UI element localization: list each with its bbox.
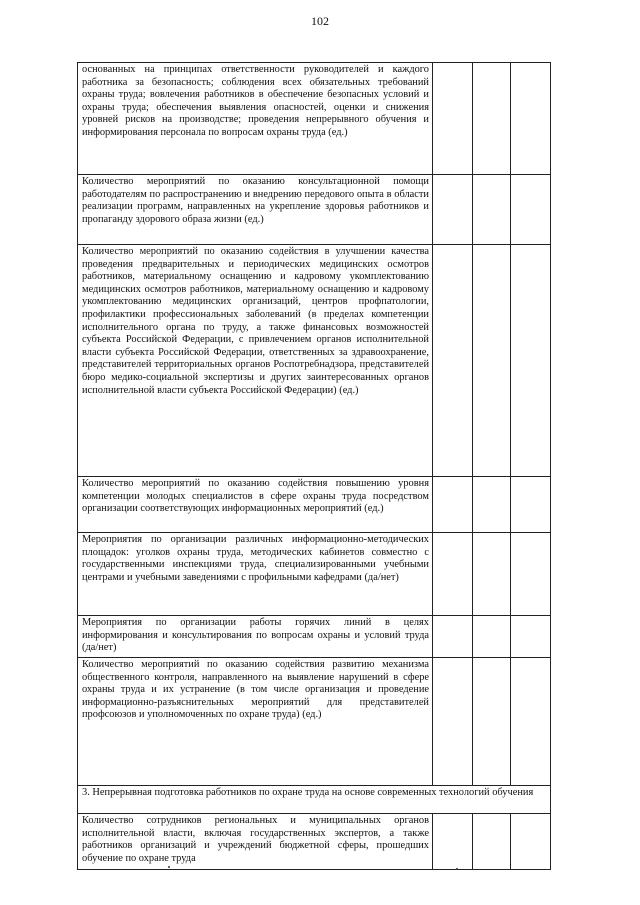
section-row (78, 786, 551, 814)
value-cell (433, 245, 473, 477)
scan-speck (168, 866, 170, 868)
value-cell (511, 533, 551, 616)
value-cell (511, 63, 551, 175)
value-cell (433, 814, 473, 870)
value-cell (473, 533, 511, 616)
page-number: 102 (311, 14, 329, 28)
value-cell (433, 477, 473, 533)
table-row (78, 658, 551, 786)
table-row (78, 245, 551, 477)
table-row (78, 63, 551, 175)
table-row (78, 533, 551, 616)
indicator-cell: Количество мероприятий по оказанию консультационной помощи работодателям по распространению и внедрению передового опыта в области реализации программ, направленных на укрепление здоровья работников и пропаганду здорового образа жизни (ед.) (78, 175, 433, 245)
value-cell (433, 658, 473, 786)
value-cell (511, 245, 551, 477)
value-cell (511, 175, 551, 245)
indicator-cell: основанных на принципах ответственности руководителей и каждого работника за безопасность; соблюдения всех обязательных требований охраны труда; вовлечения работников в обеспечение безопасных условий и охраны труда; обеспечения выявления опасностей, оценки и снижения уровней рисков на производстве; проведения непрерывного обучения и информирования персонала по вопросам охраны труда (ед.) (78, 63, 433, 175)
indicator-cell: Количество мероприятий по оказанию содействия повышению уровня компетенции молодых специалистов в сфере охраны труда посредством организации соответствующих информационных мероприятий (ед.) (78, 477, 433, 533)
section-heading: 3. Непрерывная подготовка работников по охране труда на основе современных технологий обучения (78, 786, 551, 814)
value-cell (433, 175, 473, 245)
table-row (78, 175, 551, 245)
table-row (78, 616, 551, 658)
value-cell (511, 616, 551, 658)
value-cell (473, 814, 511, 870)
value-cell (511, 814, 551, 870)
value-cell (433, 63, 473, 175)
indicator-cell: Мероприятия по организации различных информационно-методических площадок: уголков охраны труда, методических кабинетов совместно с государственными инспекциями труда, специализированными учебными центрами и учебными заведениями с профильными кафедрами (да/нет) (78, 533, 433, 616)
value-cell (511, 477, 551, 533)
value-cell (433, 616, 473, 658)
value-cell (473, 63, 511, 175)
indicator-cell: Мероприятия по организации работы горячих линий в целях информирования и консультирования по вопросам охраны и условий труда (да/нет) (78, 616, 433, 658)
value-cell (473, 245, 511, 477)
value-cell (511, 658, 551, 786)
value-cell (433, 533, 473, 616)
value-cell (473, 658, 511, 786)
indicator-cell: Количество мероприятий по оказанию содействия развитию механизма общественного контроля, направленного на выявление нарушений в сфере охраны труда и их устранение (в том числе организация и проведение информационно-разъяснительных мероприятий для представителей профсоюзов и уполномоченных по охране труда) (ед.) (78, 658, 433, 786)
value-cell (473, 175, 511, 245)
scan-speck (456, 868, 458, 870)
table-row (78, 477, 551, 533)
indicator-cell: Количество мероприятий по оказанию содействия в улучшении качества проведения предварительных и периодических медицинских осмотров работников, материальному оснащению и кадровому укомплектованию медицинских осмотров работников, материальному оснащению и кадровому укомплектованию медицинских организаций, центров профпатологии, профилактики профессиональных заболеваний (в пределах компетенции исполнительного органа по труду, а также финансовых возможностей субъекта Российской Федерации, с привлечением органов исполнительной власти субъекта Российской Федерации, ответственных за здравоохранение, представителей территориальных органов Роспотребнадзора, представителей бюро медико-социальной экспертизы и других заинтересованных органов исполнительной власти субъекта Российской Федерации) (ед.) (78, 245, 433, 477)
indicators-table (77, 62, 551, 870)
indicator-cell: Количество сотрудников региональных и муниципальных органов исполнительной власти, включая государственных экспертов, а также работников организаций и учреждений бюджетной сферы, прошедших обучение по охране труда (78, 814, 433, 870)
table-row (78, 814, 551, 870)
value-cell (473, 477, 511, 533)
value-cell (473, 616, 511, 658)
